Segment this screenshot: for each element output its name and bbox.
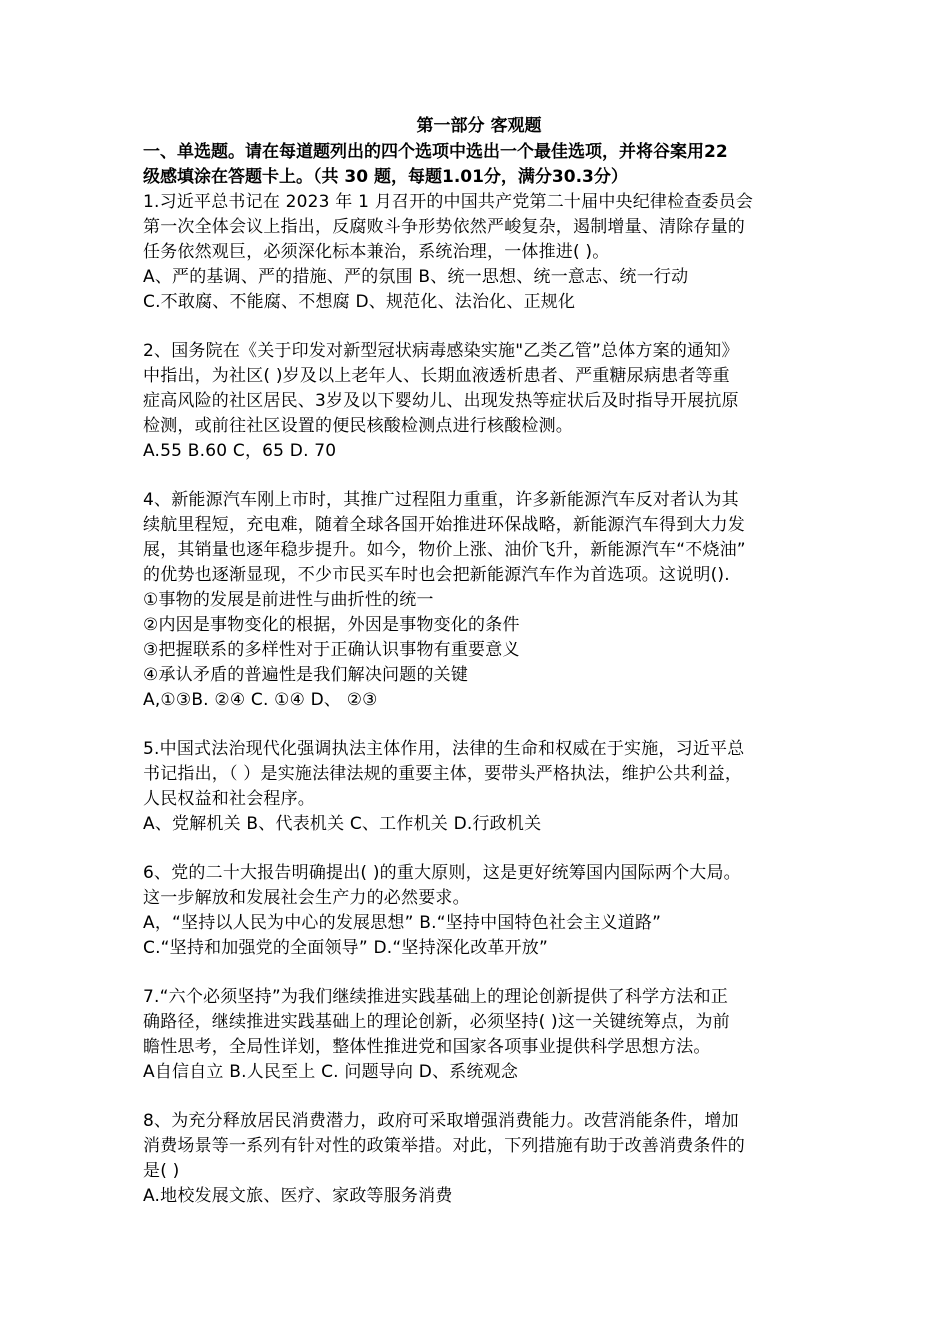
option-line: C.不敢腐、不能腐、不想腐 D、规范化、法治化、正规化 bbox=[143, 292, 576, 312]
statement-line: ②内因是事物变化的根据，外因是事物变化的条件 bbox=[143, 615, 520, 635]
option-line: C.“坚持和加强党的全面领导” D.“坚持深化改革开放” bbox=[143, 938, 548, 958]
question-line: 这一步解放和发展社会生产力的必然要求。 bbox=[143, 888, 470, 908]
question-line: 续航里程短，充电难，随着全球各国开始推进环保战略，新能源汽车得到大力发 bbox=[143, 515, 745, 535]
question-line: 中指出，为社区( )岁及以上老年人、长期血液透析患者、严重糖尿病患者等重 bbox=[143, 366, 730, 386]
instruction-line: 级感填涂在答题卡上。（共 30 题，每题1.01分，满分30.3分） bbox=[143, 167, 628, 187]
option-line: A,①③B. ②④ C. ①④ D、 ②③ bbox=[143, 690, 378, 710]
question-line: 的优势也逐渐显现，不少市民买车时也会把新能源汽车作为首选项。这说明(). bbox=[143, 565, 730, 585]
question-line: 7.“六个必须坚持”为我们继续推进实践基础上的理论创新提供了科学方法和正 bbox=[143, 987, 729, 1007]
question-line: 检测，或前往社区设置的便民核酸检测点进行核酸检测。 bbox=[143, 416, 573, 436]
statement-line: ③把握联系的多样性对于正确认识事物有重要意义 bbox=[143, 640, 520, 660]
question-line: 确路径，继续推进实践基础上的理论创新，必须坚持( )这一关键统筹点，为前 bbox=[143, 1012, 730, 1032]
question-line: 症高风险的社区居民、3岁及以下婴幼儿、出现发热等症状后及时指导开展抗原 bbox=[143, 391, 739, 411]
option-line: A自信自立 B.人民至上 C. 问题导向 D、系统观念 bbox=[143, 1062, 519, 1082]
question-line: 1.习近平总书记在 2023 年 1 月召开的中国共产党第二十届中央纪律检查委员会 bbox=[143, 192, 754, 212]
question-line: 瞻性思考，全局性详划，整体性推进党和国家各项事业提供科学思想方法。 bbox=[143, 1037, 711, 1057]
question-6 bbox=[143, 861, 815, 961]
instruction-line: 一、单选题。请在每道题列出的四个选项中选出一个最佳选项，并将谷案用22 bbox=[143, 142, 728, 162]
question-2 bbox=[143, 339, 815, 464]
question-line: 消费场景等一系列有针对性的政策举措。对此，下列措施有助于改善消费条件的 bbox=[143, 1136, 745, 1156]
option-line: A，“坚持以人民为中心的发展思想” B.“坚持中国特色社会主义道路” bbox=[143, 913, 662, 933]
question-line: 6、党的二十大报告明确提出( )的重大原则，这是更好统筹国内国际两个大局。 bbox=[143, 863, 741, 883]
question-line: 8、为充分释放居民消费潜力，政府可采取增强消费能力。改营消能条件，增加 bbox=[143, 1111, 739, 1131]
statement-line: ④承认矛盾的普遍性是我们解决问题的关键 bbox=[143, 665, 469, 685]
statement-line: ①事物的发展是前进性与曲折性的统一 bbox=[143, 590, 434, 610]
question-line: 是( ) bbox=[143, 1161, 180, 1181]
question-line: 第一次全体会议上指出，反腐败斗争形势依然严峻复杂，遏制增量、清除存量的 bbox=[143, 217, 745, 237]
option-line: A.55 B.60 C，65 D. 70 bbox=[143, 441, 337, 461]
question-line: 2、国务院在《关于印发对新型冠状病毒感染实施"乙类乙管”总体方案的通知》 bbox=[143, 341, 739, 361]
instructions bbox=[143, 140, 815, 190]
option-line: A.地校发展文旅、医疗、家政等服务消费 bbox=[143, 1186, 453, 1206]
question-8 bbox=[143, 1109, 815, 1209]
question-line: 4、新能源汽车刚上市时，其推广过程阻力重重，许多新能源汽车反对者认为其 bbox=[143, 490, 739, 510]
document-page bbox=[143, 114, 815, 1233]
question-line: 任务依然观巨，必须深化标本兼治，系统治理，一体推进( )。 bbox=[143, 242, 610, 262]
question-line: 书记指出，（ ）是实施法律法规的重要主体，要带头严格执法，维护公共利益， bbox=[143, 764, 743, 784]
question-7 bbox=[143, 985, 815, 1085]
section-title: 第一部分 客观题 bbox=[416, 116, 542, 136]
option-line: A、严的基调、严的措施、严的氛围 B、统一思想、统一意志、统一行动 bbox=[143, 267, 689, 287]
option-line: A、党解机关 B、代表机关 C、工作机关 D.行政机关 bbox=[143, 814, 542, 834]
question-5 bbox=[143, 737, 815, 837]
question-1 bbox=[143, 190, 815, 315]
question-line: 人民权益和社会程序。 bbox=[143, 789, 315, 809]
question-line: 5.中国式法治现代化强调执法主体作用，法律的生命和权威在于实施，习近平总 bbox=[143, 739, 745, 759]
question-4 bbox=[143, 488, 815, 713]
question-line: 展，其销量也逐年稳步提升。如今，物价上涨、油价飞升，新能源汽车“不烧油” bbox=[143, 540, 746, 560]
